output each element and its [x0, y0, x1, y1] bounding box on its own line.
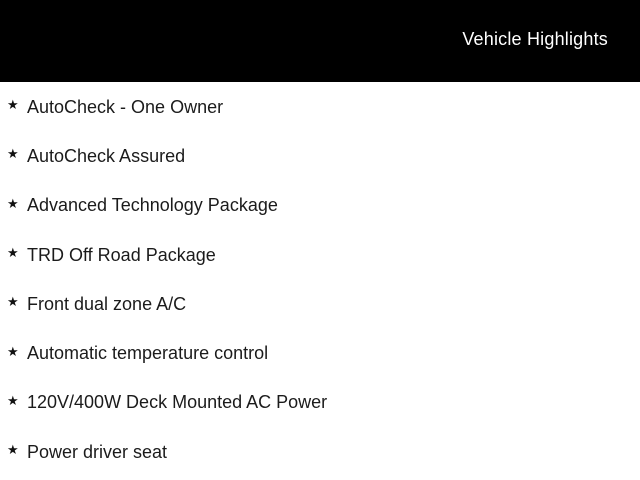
list-item — [0, 131, 640, 180]
list-item-label: 120V/400W Deck Mounted AC Power — [27, 392, 328, 413]
page-title: Vehicle Highlights — [462, 28, 608, 49]
list-item-label: AutoCheck - One Owner — [27, 96, 224, 117]
star-icon: ★ — [7, 196, 19, 212]
list-item — [0, 378, 640, 427]
list-item — [0, 230, 640, 279]
list-item-label: Automatic temperature control — [27, 343, 269, 364]
list-item-label: TRD Off Road Package — [27, 244, 216, 265]
star-icon: ★ — [7, 393, 19, 409]
list-item-label: AutoCheck Assured — [27, 145, 186, 166]
list-item — [0, 328, 640, 377]
star-icon: ★ — [7, 295, 19, 311]
list-item-label: Power driver seat — [27, 441, 168, 462]
list-item — [0, 427, 640, 476]
list-item-label: Front dual zone A/C — [27, 293, 187, 314]
header-bar — [0, 0, 640, 82]
list-item — [0, 82, 640, 131]
highlights-list — [0, 82, 640, 476]
star-icon: ★ — [7, 443, 19, 459]
list-item — [0, 279, 640, 328]
star-icon: ★ — [7, 147, 19, 163]
star-icon: ★ — [7, 98, 19, 114]
star-icon: ★ — [7, 344, 19, 360]
star-icon: ★ — [7, 246, 19, 262]
list-item — [0, 181, 640, 230]
list-item-label: Advanced Technology Package — [27, 195, 278, 216]
